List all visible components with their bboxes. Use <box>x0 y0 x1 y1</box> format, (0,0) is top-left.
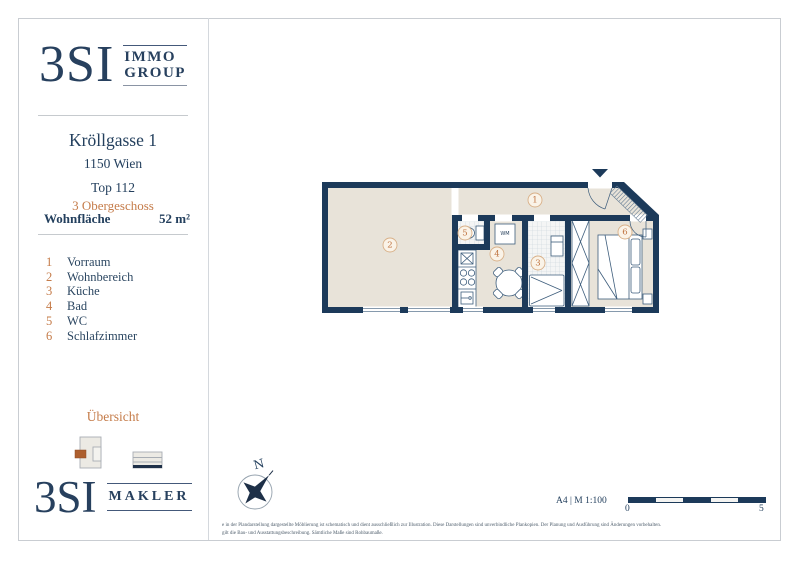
svg-text:2: 2 <box>387 240 393 251</box>
unit-location-marker <box>75 450 86 458</box>
window <box>463 307 483 314</box>
window <box>363 307 400 314</box>
dining-table <box>492 267 525 300</box>
stove-burner <box>460 270 466 276</box>
room-badge-3 <box>531 256 545 270</box>
legend-number: 1 <box>46 255 53 269</box>
stove-burner <box>460 279 466 285</box>
double-bed <box>598 235 642 299</box>
legend-number: 4 <box>46 299 53 314</box>
stove-burner <box>468 270 474 276</box>
scale-segment <box>683 498 710 502</box>
brand-logo-bottom <box>34 472 192 522</box>
scale-segment <box>738 498 765 502</box>
kitchen-counter <box>458 250 476 308</box>
divider-under-logo <box>38 115 188 116</box>
nightstand <box>643 294 652 304</box>
legend-number: 6 <box>46 328 53 343</box>
brand-immo-line: IMMO <box>124 48 177 65</box>
living-area-row <box>44 211 190 227</box>
brand-logo-top <box>18 36 208 93</box>
pillow <box>631 267 640 293</box>
svg-text:1: 1 <box>532 195 538 206</box>
brand-3si-text: 3SI <box>34 472 97 522</box>
legend-label: Schlafzimmer <box>67 328 138 343</box>
room-legend <box>46 255 137 343</box>
legend-number: 2 <box>46 269 53 284</box>
wc-door-opening <box>462 215 478 222</box>
svg-text:5: 5 <box>462 228 468 239</box>
legend-row <box>46 329 137 344</box>
boiler <box>551 236 563 256</box>
overview-title: Übersicht <box>86 409 140 424</box>
room-badge-2 <box>383 238 397 252</box>
legend-label: Vorraum <box>67 255 111 269</box>
scale-segment <box>711 498 738 502</box>
legend-row <box>46 255 137 270</box>
legend-row <box>46 299 137 314</box>
legend-row <box>46 314 137 329</box>
svg-text:WM: WM <box>500 231 510 237</box>
svg-text:4: 4 <box>494 249 500 260</box>
floor-level-marker <box>133 465 162 468</box>
disclaimer-text <box>222 522 797 537</box>
room-badge-4 <box>490 247 504 261</box>
property-floor: 3 Obergeschoss <box>72 198 154 213</box>
wardrobe <box>572 221 589 307</box>
brand-3si-text: 3SI <box>39 36 115 93</box>
brand-immo-group <box>123 45 187 86</box>
scale-bar <box>628 497 766 503</box>
window <box>533 307 555 314</box>
disclaimer-line-1: e in der Plandarstellung dargestellte Möblierung ist schematisch und dient ausschließlich zur Illustration. Diese Darstellungen sind unverbindliche Plankopien. Der Planung und Ausführung sind Änderungen vorbehalten. <box>222 523 662 528</box>
kitchen-door-opening <box>534 215 550 222</box>
stove-burner <box>468 279 474 285</box>
legend-label: Wohnbereich <box>67 269 134 284</box>
property-city: 1150 Wien <box>83 156 143 171</box>
compass-north-label: N <box>252 456 266 473</box>
legend-row <box>46 270 137 285</box>
legend-number: 3 <box>46 284 53 299</box>
legend-label: Bad <box>67 299 88 314</box>
svg-text:6: 6 <box>622 227 628 238</box>
compass-rose <box>226 455 286 521</box>
nightstand <box>643 229 652 239</box>
scale-start-label: 0 <box>625 504 630 514</box>
scale-segment <box>629 498 656 502</box>
scale-format-label: A4 | M 1:100 <box>556 496 607 506</box>
window <box>605 307 632 314</box>
washing-machine <box>495 224 515 244</box>
scale-end-label: 5 <box>759 504 764 514</box>
living-area-label: Wohnfläche <box>44 211 111 226</box>
brand-group-line: GROUP <box>124 65 186 82</box>
bathtub <box>530 275 565 306</box>
property-street: Kröllgasse 1 <box>69 130 157 150</box>
living-area-value: 52 m² <box>159 211 190 226</box>
property-unit: Top 112 <box>91 180 135 195</box>
svg-text:3: 3 <box>535 258 541 269</box>
sidebar <box>18 18 209 540</box>
window <box>408 307 450 314</box>
floor-plan <box>312 163 662 323</box>
entrance-door-opening <box>588 182 612 189</box>
legend-label: Küche <box>67 284 100 299</box>
bath-door-opening <box>495 215 512 222</box>
legend-label: WC <box>67 313 88 328</box>
passage-opening <box>452 188 459 215</box>
disclaimer-line-2: gilt die Bau- und Ausstattungsbeschreibung. Sämtliche Maße sind Rohbaumaße. <box>222 530 383 536</box>
legend-row <box>46 284 137 299</box>
legend-number: 5 <box>46 313 53 328</box>
room-badge-6 <box>618 225 632 239</box>
room-badge-5 <box>458 226 472 240</box>
scale-segment <box>656 498 683 502</box>
pillow <box>631 239 640 265</box>
divider-under-area <box>38 234 188 235</box>
entrance-arrow-icon <box>592 169 608 178</box>
brand-makler-text: MAKLER <box>107 483 192 511</box>
building-footprint <box>75 437 101 468</box>
room-badge-1 <box>528 193 542 207</box>
building-elevation <box>133 452 162 468</box>
